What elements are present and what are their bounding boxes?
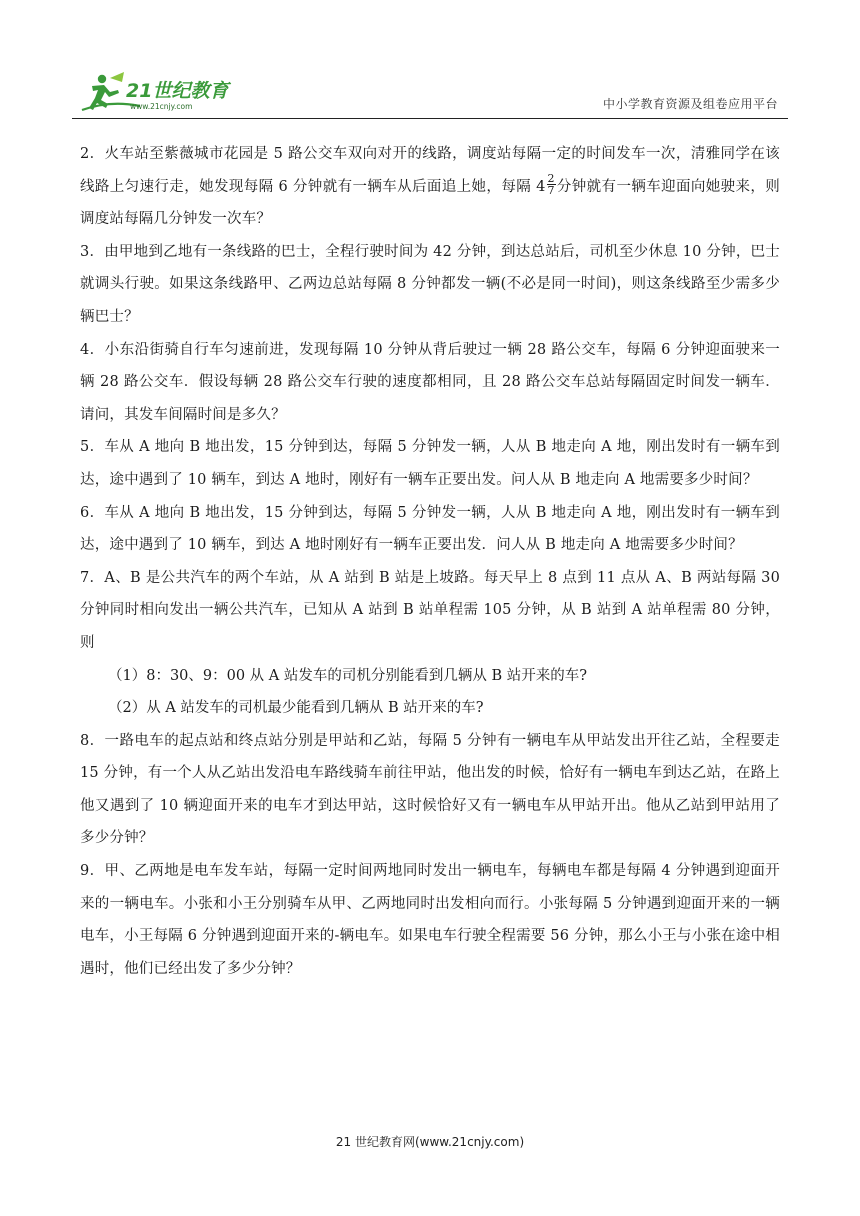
question-7-sub-2: （2）从 A 站发车的司机最少能看到几辆从 B 站开来的车? — [108, 700, 484, 717]
question-5: 5．车从 A 地向 B 地出发，15 分钟到达，每隔 5 分钟发一辆，人从 B 地走向 A 地，刚出发时有一辆车到达，途中遇到了 10 辆车，到达 A 地时，刚好有一辆车正要出发。问人从 B 地走向 A 地需要多少时间？ — [80, 439, 780, 488]
page-header — [72, 70, 788, 119]
page-footer: 21 世纪教育网(www.21cnjy.com) — [335, 1135, 525, 1149]
question-2 — [80, 138, 780, 236]
question-2-text-a: 2．火车站至紫薇城市花园是 5 路公交车双向对开的线路，调度站每隔一定的时间发车一次，清雅同学在该线路上匀速行走，她发现每隔 6 分钟就有一辆车从后面追上她，每隔 4 — [80, 146, 780, 195]
question-7-sub-1: （1）8：30、9：00 从 A 站发车的司机分别能看到几辆从 B 站开来的车? — [108, 667, 588, 684]
logo-icon — [80, 70, 255, 114]
platform-name: 中小学教育资源及组卷应用平台 — [602, 97, 778, 111]
question-3: 3．由甲地到乙地有一条线路的巴士，全程行驶时间为 42 分钟，到达总站后，司机至少休息 10 分钟，巴士就调头行驶。如果这条线路甲、乙两边总站每隔 8 分钟都发一辆(不必是同一时间)，则这条线路至少需多少辆巴士？ — [80, 243, 780, 325]
logo-sub-text: www.21cnjy.com — [130, 102, 193, 111]
logo-text: 21世纪教育 — [126, 80, 229, 102]
question-6: 6．车从 A 地向 B 地出发，15 分钟到达，每隔 5 分钟发一辆，人从 B 地走向 A 地，刚出发时有一辆车到达，途中遇到了 10 辆车，到达 A 地时刚好有一辆车正要出发．问人从 B 地走向 A 地需要多少时间？ — [80, 504, 780, 554]
question-9: 9．甲、乙两地是电车发车站，每隔一定时间两地同时发出一辆电车，每辆电车都是每隔 4 分钟遇到迎面开来的一辆电车。小张和小王分别骑车从甲、乙两地同时出发相向而行。小张每隔 5 分钟遇到迎面开来的一辆电车，小王每隔 6 分钟遇到迎面开来的-辆电车。如果电车行驶全程需要 56 分钟，那么小王与小张在途中相遇时，他们已经出发了多少分钟？ — [80, 863, 780, 977]
question-7: 7．A、B 是公共汽车的两个车站，从 A 站到 B 站是上坡路。每天早上 8 点到 11 点从 A、B 两站每隔 30 分钟同时相向发出一辆公共汽车，已知从 A 站到 B 站单程需 105 分钟，从 B 站到 A 站单程需 80 分钟，则 — [80, 569, 780, 651]
question-list — [80, 138, 780, 985]
question-4: 4．小东沿街骑自行车匀速前进，发现每隔 10 分钟从背后驶过一辆 28 路公交车，每隔 6 分钟迎面驶来一辆 28 路公交车．假设每辆 28 路公交车行驶的速度都相同，且 28 路公交车总站每隔固定时间发一辆车．请问，其发车间隔时间是多久？ — [80, 341, 780, 423]
fraction-numerator: 2 — [547, 172, 555, 186]
fraction-denominator: 7 — [547, 184, 555, 198]
question-2-text-b: 分钟就有一辆车迎面向她驶来，则调度站每隔几分钟发一次车？ — [80, 178, 781, 228]
fraction — [547, 173, 556, 196]
question-8: 8．一路电车的起点站和终点站分别是甲站和乙站，每隔 5 分钟有一辆电车从甲站发出开往乙站，全程要走 15 分钟，有一个人从乙站出发沿电车路线骑车前往甲站，他出发的时候，恰好有一辆电车到达乙站，在路上他又遇到了 10 辆迎面开来的电车才到达甲站，这时候恰好又有一辆电车从甲站开出。他从乙站到甲站用了多少分钟？ — [80, 732, 780, 847]
